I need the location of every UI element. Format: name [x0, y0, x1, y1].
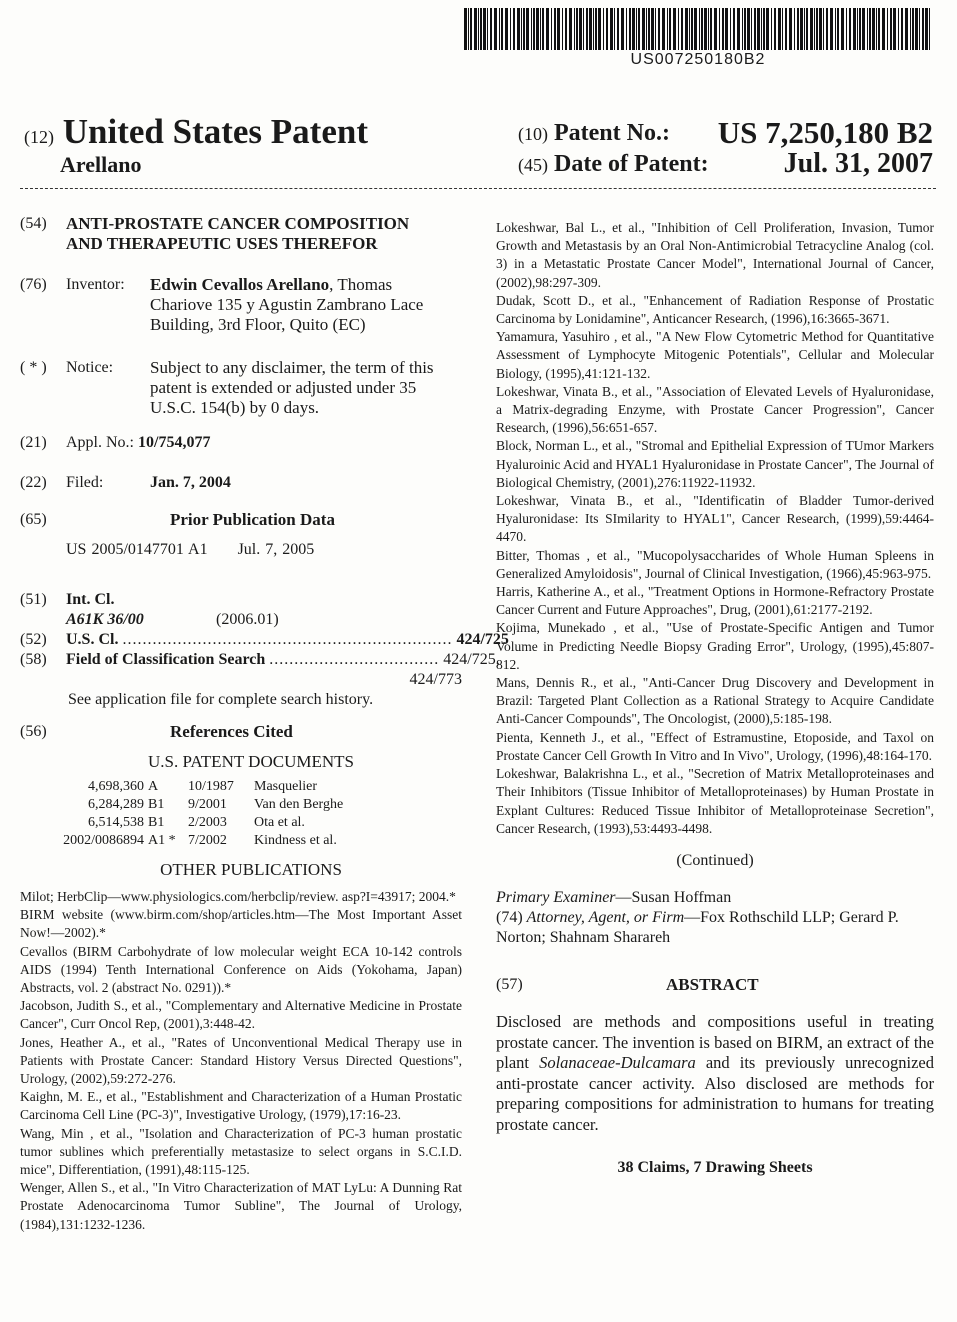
barcode-bar — [691, 8, 693, 50]
reference-entry: Harris, Katherine A., et al., "Treatment Options in Hormone-Refractory Prostate Cancer Current and Future Approaches", Drug, (2001),61:2177-2192. — [496, 584, 934, 618]
attorney-agent — [496, 908, 934, 948]
barcode-bar — [474, 8, 477, 50]
barcode-bar — [626, 8, 627, 50]
barcode-bar — [794, 8, 795, 50]
barcode-bar — [526, 8, 529, 50]
patent-doc-date: 9/2001 — [188, 797, 227, 812]
barcode-bar — [771, 8, 772, 50]
barcode-bar — [513, 8, 515, 50]
patent-doc-row — [20, 832, 462, 850]
barcode-bar — [480, 8, 482, 50]
us-patent-documents-table — [20, 778, 462, 850]
barcode-bar — [910, 8, 911, 50]
barcode-bar — [638, 8, 640, 50]
barcode-bar — [804, 8, 805, 50]
barcode-bar — [810, 8, 813, 50]
us-patent-documents-title: U.S. PATENT DOCUMENTS — [148, 752, 354, 771]
barcode-bar — [878, 8, 880, 50]
field-code: (54) — [20, 215, 47, 232]
barcode-bar — [662, 8, 665, 50]
barcode-bar — [501, 8, 503, 50]
classification-value-1: 424/725, — [443, 651, 500, 668]
inventor-address-3: Building, 3rd Floor, Quito (EC) — [150, 315, 366, 334]
references-cited-title: References Cited — [170, 722, 293, 741]
barcode-bar — [589, 8, 592, 50]
barcode-bar — [614, 8, 615, 50]
barcode-bar — [636, 8, 637, 50]
barcode-bar — [737, 8, 740, 50]
barcode-bar — [816, 8, 818, 50]
barcode-bar — [517, 8, 520, 50]
us-cl-value: 424/725 — [456, 631, 509, 648]
barcode-bar — [593, 8, 594, 50]
reference-entry: Yamamura, Yasuhiro , et al., "A New Flow Cytometric Method for Quantitative Assessment of Lymphocyte Mitogenic Potentials", Cellular and Molecular Biology, (1995),41:121-132. — [496, 329, 934, 381]
classification-value-2: 424/773 — [409, 671, 462, 688]
barcode-bar — [523, 8, 525, 50]
reference-entry: Lokeshwar, Vinata B., et al., "Identificatin of Bladder Tumor-derived Hyaluronidase: Its SImilarity to HYAL1", Cancer Research, (1999),59:4464-4470. — [496, 493, 934, 545]
patent-doc-row — [20, 778, 462, 796]
barcode-bar — [912, 8, 914, 50]
reference-entry: Block, Norman L., et al., "Stromal and Epithelial Expression of TUmor Markers Hyaluroinic Acid and HYAL1 Hyaluronidase in Prostate Cancer", The Journal of Biological Chemistry, (2001),276:11922-11932. — [496, 438, 934, 490]
patent-doc-number: 6,514,538 — [88, 815, 144, 830]
inventor-short: Arellano — [60, 152, 142, 177]
barcode-bar — [925, 8, 928, 50]
prior-pub-date: Jul. 7, 2005 — [237, 541, 315, 558]
field-58-classification-search — [20, 650, 500, 710]
field-code: (51) — [20, 591, 47, 608]
barcode-bar — [557, 8, 560, 50]
abstract-plant-name: Solanaceae-Dulcamara — [539, 1053, 696, 1073]
barcode-bar — [853, 8, 856, 50]
attorney-code: (74) — [496, 909, 523, 927]
barcode-bar — [651, 8, 654, 50]
barcode-bar — [757, 8, 760, 50]
prior-pub-title: Prior Publication Data — [170, 510, 335, 529]
barcode-bar — [806, 8, 808, 50]
barcode-bar — [722, 8, 724, 50]
reference-entry: BIRM website (www.birm.com/shop/articles.htm—The Most Important Asset Now!—2002).* — [20, 907, 462, 941]
barcode-bar — [814, 8, 815, 50]
patent-doc-kind: B1 — [148, 815, 165, 830]
attorney-name: —Fox Rothschild LLP; Gerard P. Norton; Shahnam Sharareh — [496, 909, 899, 947]
field-76-inventor — [20, 275, 462, 356]
barcode-bar — [494, 8, 497, 50]
reference-entry: Cevallos (BIRM Carbohydrate of low molecular weight ECA 10-142 controls AIDS (1994) Tenth International Conference on Aids (Yokohama, Japan) Abstracts, vol. 2 (abstract No. 0291)).* — [20, 943, 462, 996]
barcode-bar — [733, 8, 735, 50]
field-56-references — [20, 722, 462, 752]
barcode-bar — [882, 8, 885, 50]
barcode-bar — [648, 8, 650, 50]
barcode-bar — [742, 8, 743, 50]
patent-doc-kind: B1 — [148, 797, 165, 812]
barcode-bar — [922, 8, 924, 50]
barcode-bar — [533, 8, 535, 50]
barcode-bar — [708, 8, 709, 50]
abstract-text-part-1: Disclosed are methods and compositions useful in treating prostate cancer. The invention is based on BIRM, an extract of the plant — [496, 1012, 934, 1073]
barcode-bar — [846, 8, 847, 50]
field-code: (22) — [20, 474, 47, 491]
barcode-bar — [689, 8, 690, 50]
barcode-bar — [782, 8, 783, 50]
patent-doc-kind: A — [148, 779, 159, 794]
barcode-bar — [905, 8, 908, 50]
field-notice — [20, 358, 462, 421]
reference-entry: Mans, Dennis R., et al., "Anti-Cancer Drug Discovery and Development in Brazil: Targeted Plant Collection as a Rational Strategy to Acquire Candidate Anti-Cancer Compounds", The Oncologist, (2000),5:185-198. — [496, 675, 934, 727]
field-code: (65) — [20, 511, 47, 528]
field-code: (52) — [20, 631, 47, 648]
date-label-text: Date of Patent: — [554, 151, 709, 177]
reference-entry: Lokeshwar, Balakrishna L., et al., "Secretion of Matrix Metalloproteinases and Their Inhibitors (Tissue Inhibitor of Metalloproteinases) by Human Prostate in Explant Cultures: Reduced Tissue Inhibitor of Metalloproteinase Secretion", Cancer Research, (1993),53:4493-4498. — [496, 766, 934, 836]
barcode-bar — [869, 8, 871, 50]
field-label: Filed: — [66, 474, 104, 491]
barcode-bar — [919, 8, 920, 50]
barcode-bar — [483, 8, 486, 50]
document-title: United States Patent — [62, 112, 368, 151]
reference-entry: Lokeshwar, Bal L., et al., "Inhibition of Cell Proliferation, Invasion, Tumor Growth and Metastasis by an Oral Non-Antimicrobial Tetracycline Analog (col. 3) in a Metastatic Prostate Cancer Model", International Journal of Cancer, (2002),98:297-309. — [496, 220, 934, 290]
barcode-bar — [642, 8, 645, 50]
reference-entry: Kaighn, M. E., et al., "Establishment and Characterization of a Human Prostatic Carcinoma Cell Line (PC-3)", Investigative Urology, (1979),17:16-23. — [20, 1089, 462, 1123]
attorney-label: Attorney, Agent, or Firm — [526, 909, 685, 927]
barcode-bar — [887, 8, 888, 50]
barcode-bar — [678, 8, 679, 50]
barcode-bar — [681, 8, 683, 50]
barcode-bar — [890, 8, 892, 50]
barcode-bar — [610, 8, 613, 50]
barcode-bar — [499, 8, 500, 50]
patent-number-label — [518, 120, 670, 147]
barcode-bar — [510, 8, 511, 50]
header-divider — [20, 188, 936, 189]
int-cl-date: (2006.01) — [216, 611, 279, 628]
barcode-bar — [704, 8, 707, 50]
barcode-bar — [859, 8, 861, 50]
classification-search-label: Field of Classification Search — [66, 651, 266, 668]
int-cl-label: Int. Cl. — [66, 591, 115, 608]
barcode-bar — [478, 8, 479, 50]
see-application-note: See application file for complete search history. — [68, 691, 374, 708]
barcode-bar — [562, 8, 563, 50]
barcode-bar — [898, 8, 899, 50]
other-publications-title: OTHER PUBLICATIONS — [160, 860, 342, 879]
barcode-bar — [470, 8, 472, 50]
continued-note: (Continued) — [676, 851, 754, 869]
barcode-bar — [857, 8, 858, 50]
prior-pub-row — [66, 540, 462, 560]
barcode-bar — [464, 8, 467, 50]
other-publications-right — [496, 219, 934, 838]
reference-entry: Milot; HerbClip—www.physiologics.com/herbclip/review. asp?I=43917; 2004.* — [20, 889, 456, 904]
barcode-number: US007250180B2 — [630, 51, 766, 68]
barcode-bar — [754, 8, 756, 50]
date-of-patent: Jul. 31, 2007 — [783, 148, 933, 179]
code-12: (12) — [24, 127, 54, 147]
appl-no-value: 10/754,077 — [138, 434, 211, 451]
patent-doc-date: 2/2003 — [188, 815, 227, 830]
barcode-bar — [778, 8, 781, 50]
barcode-bar — [730, 8, 731, 50]
left-column — [20, 214, 509, 1234]
barcode-bar — [685, 8, 688, 50]
barcode-bar — [823, 8, 824, 50]
barcode-bar — [826, 8, 828, 50]
patent-header-title — [24, 112, 368, 152]
abstract-text-part-2: and its previously unrecognized anti-prostate cancer activity. Also disclosed are methods for preparing compositions for administration to humans for treating prostate cancer. — [496, 1053, 934, 1134]
reference-entry: Jones, Heather A., et al., "Rates of Unconventional Medical Therapy use in Patients with Prostate Cancer: Standard History Versus Directed Questions", Urology, (2002),59:272-276. — [20, 1034, 462, 1087]
notice-line-3: U.S.C. 154(b) by 0 days. — [150, 398, 320, 417]
barcode-bar — [774, 8, 776, 50]
barcode-bar — [719, 8, 720, 50]
barcode-bar — [929, 8, 930, 50]
barcode-bar — [551, 8, 552, 50]
barcode-bar — [710, 8, 712, 50]
patent-doc-name: Van den Berghe — [254, 797, 344, 812]
barcode-bar — [531, 8, 532, 50]
patent-doc-name: Ota et al. — [254, 815, 305, 830]
field-label: Inventor: — [66, 276, 125, 293]
field-label: Notice: — [66, 359, 114, 376]
field-code: (57) — [496, 976, 523, 994]
barcode-bar — [872, 8, 875, 50]
barcode-bar — [714, 8, 717, 50]
barcode-bar — [617, 8, 619, 50]
patent-doc-row — [20, 814, 462, 832]
barcode-bar — [701, 8, 703, 50]
invention-title-line-1: ANTI-PROSTATE CANCER COMPOSITION — [66, 214, 410, 233]
reference-entry: Bitter, Thomas , et al., "Mucopolysaccharides of Whole Human Spleens in Generalized Amyloidosis", Journal of Clinical Investigation, (1966),45:963-975. — [496, 547, 934, 581]
reference-entry: Dudak, Scott D., et al., "Enhancement of Radiation Response of Prostatic Carcinoma by Lonidamine", Anticancer Research, (1996),16:3665-3671. — [496, 292, 934, 327]
barcode-bar — [785, 8, 787, 50]
field-code: ( * ) — [20, 359, 47, 376]
barcode-bar — [569, 8, 572, 50]
barcode-bar — [490, 8, 492, 50]
patent-doc-number: 4,698,360 — [88, 779, 144, 794]
claims-summary: 38 Claims, 7 Drawing Sheets — [617, 1159, 813, 1177]
reference-entry: Kojima, Munekado , et al., "Use of Prostate-Specific Antigen and Tumor Volume in Predicting Needle Biopsy Grading Error", Urology, (1995),45:807-812. — [496, 620, 934, 672]
leader-dots: .................................. — [269, 651, 440, 668]
barcode-bar — [536, 8, 539, 50]
barcode-bar — [747, 8, 750, 50]
abstract-text — [496, 1012, 934, 1135]
barcode-bar — [576, 8, 578, 50]
field-51-int-cl — [20, 590, 462, 628]
patent-doc-name: Kindness et al. — [254, 833, 337, 848]
barcode-bar — [830, 8, 833, 50]
appl-no-row — [66, 433, 210, 453]
field-label: Appl. No.: — [66, 434, 134, 451]
barcode-bar — [658, 8, 660, 50]
notice-line-2: patent is extended or adjusted under 35 — [150, 378, 417, 397]
barcode-bar — [901, 8, 903, 50]
reference-entry: Wenger, Allen S., et al., "In Vitro Characterization of MAT LyLu: A Dunning Rat Prostate Adenocarcinoma Tumor Subline", The Journal of Urology, (1984),131:1232-1236. — [20, 1180, 462, 1232]
barcode-bar — [621, 8, 624, 50]
date-label — [518, 151, 709, 178]
barcode — [464, 8, 932, 50]
field-57-abstract-heading — [496, 976, 934, 1000]
other-publications-left — [20, 888, 462, 1234]
us-cl-label: U.S. Cl. — [66, 631, 119, 648]
barcode-bar — [583, 8, 584, 50]
prior-pub-number: US 2005/0147701 A1 — [66, 541, 208, 558]
barcode-bar — [579, 8, 582, 50]
barcode-bar — [673, 8, 676, 50]
patent-doc-date: 10/1987 — [188, 779, 234, 794]
barcode-bar — [761, 8, 762, 50]
int-cl-class: A61K 36/00 — [66, 611, 144, 628]
patent-no-label-text: Patent No.: — [554, 120, 670, 146]
barcode-bar — [505, 8, 508, 50]
barcode-bar — [606, 8, 608, 50]
patent-doc-row — [20, 796, 462, 814]
barcode-bar — [763, 8, 765, 50]
field-code: (56) — [20, 723, 47, 740]
inventor-address-1: , Thomas — [329, 275, 393, 294]
barcode-bar — [797, 8, 799, 50]
barcode-bar — [849, 8, 851, 50]
barcode-bar — [669, 8, 671, 50]
filed-date: Jan. 7, 2004 — [150, 474, 231, 491]
field-22-filed — [20, 473, 462, 510]
patent-doc-number: 2002/0086894 — [63, 833, 144, 848]
barcode-bar — [694, 8, 697, 50]
field-code: (21) — [20, 434, 47, 451]
notice-line-1: Subject to any disclaimer, the term of this — [150, 358, 434, 377]
barcode-bar — [598, 8, 601, 50]
barcode-bar — [725, 8, 728, 50]
field-code: (76) — [20, 276, 47, 293]
inventor-address-2: Chariove 135 y Agustin Zambrano Lace — [150, 295, 424, 314]
barcode-bar — [744, 8, 746, 50]
field-52-us-cl — [20, 630, 509, 650]
field-65-prior-pub — [20, 510, 462, 582]
barcode-bar — [586, 8, 588, 50]
barcode-bar — [554, 8, 556, 50]
barcode-bar — [862, 8, 865, 50]
barcode-bar — [595, 8, 597, 50]
barcode-bar — [546, 8, 549, 50]
reference-entry: Pienta, Kenneth J., et al., "Effect of Estramustine, Etoposide, and Taxol on Prostate Cancer Cell Growth In Vitro and In Vivo", Urology, (1996),48:164-170. — [496, 729, 934, 763]
field-21-appl-no — [20, 433, 462, 473]
field-54-title — [20, 214, 462, 274]
barcode-bar — [667, 8, 668, 50]
barcode-bar — [565, 8, 567, 50]
reference-entry: Lokeshwar, Vinata B., et al., "Association of Elevated Levels of Hyaluronidase, a Matrix-degrading Enzyme, with Prostate Cancer Progression", Cancer Research, (1996),56:651-657. — [496, 383, 934, 436]
barcode-bar — [629, 8, 631, 50]
examiner-name: —Susan Hoffman — [615, 889, 732, 907]
patent-doc-name: Masquelier — [254, 779, 317, 794]
inventor-name: Edwin Cevallos Arellano — [150, 275, 330, 294]
leader-dots: .................................................................. — [122, 631, 453, 648]
invention-title-line-2: AND THERAPEUTIC USES THEREFOR — [66, 234, 378, 253]
barcode-bar — [574, 8, 575, 50]
primary-examiner — [496, 888, 934, 908]
patent-number: US 7,250,180 B2 — [717, 115, 933, 150]
barcode-bar — [841, 8, 844, 50]
barcode-bar — [789, 8, 792, 50]
reference-entry: Jacobson, Judith S., et al., "Complementary and Alternative Medicine in Prostate Cancer", Curr Oncol Rep, (2001),3:448-42. — [20, 998, 462, 1032]
barcode-bar — [893, 8, 896, 50]
patent-doc-kind: A1 * — [148, 833, 176, 848]
barcode-bar — [867, 8, 868, 50]
barcode-bar — [542, 8, 544, 50]
barcode-bar — [819, 8, 822, 50]
patent-doc-number: 6,284,289 — [88, 797, 144, 812]
examiner-label: Primary Examiner — [496, 889, 616, 907]
patent-doc-date: 7/2002 — [188, 833, 227, 848]
barcode-bar — [835, 8, 836, 50]
barcode-bar — [646, 8, 647, 50]
barcode-bar — [487, 8, 488, 50]
code-10: (10) — [518, 124, 548, 144]
barcode-bar — [655, 8, 656, 50]
barcode-bar — [800, 8, 803, 50]
right-column — [496, 219, 934, 1177]
barcode-bar — [699, 8, 700, 50]
barcode-bar — [468, 8, 469, 50]
barcode-bar — [540, 8, 541, 50]
barcode-bar — [751, 8, 752, 50]
abstract-title: ABSTRACT — [666, 975, 759, 995]
barcode-bar — [876, 8, 877, 50]
reference-entry: Wang, Min , et al., "Isolation and Characterization of PC-3 human prostatic tumor sublines which preferentially metastasize to select organs in S.C.I.D. mice", Differentiation, (1991),48:115-125. — [20, 1125, 462, 1178]
barcode-bar — [837, 8, 839, 50]
barcode-bar — [603, 8, 604, 50]
barcode-bar — [632, 8, 635, 50]
field-code: (58) — [20, 651, 47, 668]
barcode-bar — [915, 8, 918, 50]
barcode-bar — [766, 8, 769, 50]
code-45: (45) — [518, 155, 548, 175]
barcode-bar — [521, 8, 522, 50]
